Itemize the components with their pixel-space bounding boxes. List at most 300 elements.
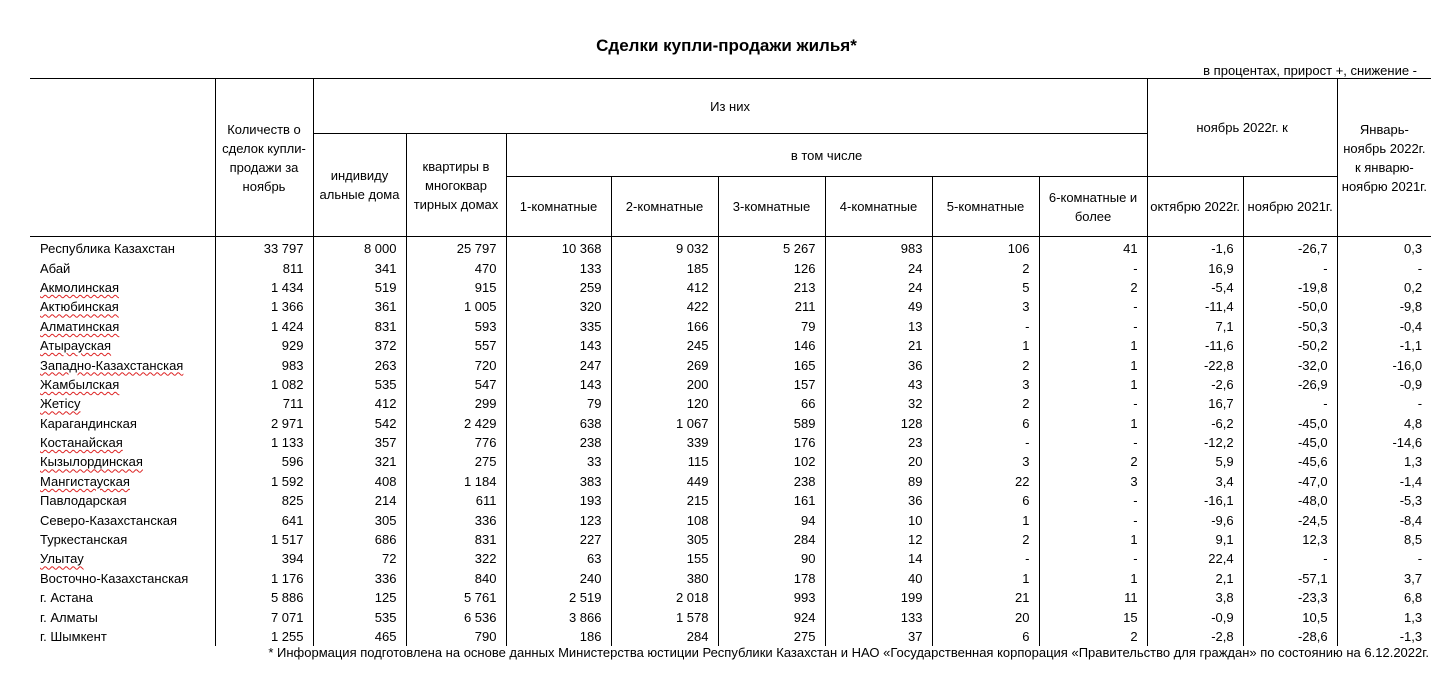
jan-nov-cell: 6,8 (1404, 590, 1423, 606)
deals-count-cell: 1 592 (215, 472, 313, 491)
region-name: Жетісу (40, 396, 81, 412)
region-name-cell (30, 297, 215, 316)
deals-count-cell: 811 (215, 258, 313, 277)
six-room-cell: - (1039, 317, 1147, 336)
two-room-cell: 422 (611, 297, 718, 316)
vs-oct-2022-cell: -11,6 (1147, 336, 1243, 355)
vs-nov-2021-cell: -50,2 (1243, 336, 1337, 355)
table-row (30, 530, 1431, 549)
vs-nov-2021-cell: -26,7 (1243, 237, 1337, 259)
individual-houses-cell: 357 (313, 433, 406, 452)
individual-houses-cell: 372 (313, 336, 406, 355)
three-room-cell: 5 267 (718, 237, 825, 259)
table-row (30, 549, 1431, 568)
apartments-cell: 322 (406, 549, 506, 568)
five-room-cell: - (932, 549, 1039, 568)
five-room-cell: 3 (932, 375, 1039, 394)
one-room-cell: 240 (506, 569, 611, 588)
jan-nov-cell: 0,2 (1404, 279, 1423, 295)
region-name: Восточно-Казахстанская (40, 570, 189, 586)
deals-count-cell: 1 082 (215, 375, 313, 394)
five-room-cell: - (932, 317, 1039, 336)
region-name: Туркестанская (40, 532, 128, 548)
jan-nov-cell: -14,6 (1392, 435, 1423, 451)
five-room-cell: 5 (932, 278, 1039, 297)
jan-nov-cell: 1,3 (1404, 609, 1423, 625)
individual-houses-cell: 305 (313, 510, 406, 529)
five-room-cell: 2 (932, 258, 1039, 277)
six-room-cell: 2 (1039, 452, 1147, 471)
five-room-cell: 106 (932, 237, 1039, 259)
six-room-cell: 11 (1039, 588, 1147, 607)
region-name-cell (30, 237, 215, 259)
individual-houses-cell: 8 000 (313, 237, 406, 259)
vs-nov-2021-cell: -45,0 (1243, 414, 1337, 433)
individual-houses-cell: 831 (313, 317, 406, 336)
five-room-cell: 22 (932, 472, 1039, 491)
region-name: Кызылординская (40, 454, 143, 470)
header-2-room: 2-комнатные (611, 177, 718, 237)
vs-nov-2021-cell: -48,0 (1243, 491, 1337, 510)
four-room-cell: 13 (825, 317, 932, 336)
deals-count-cell: 1 176 (215, 569, 313, 588)
deals-count-cell: 1 517 (215, 530, 313, 549)
region-name: Актюбинская (40, 299, 119, 315)
apartments-cell: 547 (406, 375, 506, 394)
vs-oct-2022-cell: -1,6 (1147, 237, 1243, 259)
five-room-cell: - (932, 433, 1039, 452)
three-room-cell: 589 (718, 414, 825, 433)
region-name: Костанайская (40, 435, 123, 451)
header-nov-2022-to: ноябрь 2022г. к (1147, 79, 1337, 177)
vs-oct-2022-cell: 2,1 (1147, 569, 1243, 588)
vs-nov-2021-cell: - (1243, 394, 1337, 413)
vs-oct-2022-cell: 16,9 (1147, 258, 1243, 277)
three-room-cell: 66 (718, 394, 825, 413)
jan-nov-cell: -0,4 (1399, 318, 1423, 334)
six-room-cell: - (1039, 549, 1147, 568)
six-room-cell: 1 (1039, 375, 1147, 394)
five-room-cell: 1 (932, 510, 1039, 529)
region-name-cell (30, 588, 215, 607)
region-name: Улытау (40, 551, 84, 567)
apartments-cell: 915 (406, 278, 506, 297)
vs-oct-2022-cell: -2,8 (1147, 627, 1243, 646)
six-room-cell: 1 (1039, 569, 1147, 588)
table-row (30, 297, 1431, 316)
region-name-cell (30, 258, 215, 277)
deals-count-cell: 929 (215, 336, 313, 355)
table-row (30, 237, 1431, 259)
two-room-cell: 215 (611, 491, 718, 510)
five-room-cell: 2 (932, 394, 1039, 413)
four-room-cell: 23 (825, 433, 932, 452)
three-room-cell: 211 (718, 297, 825, 316)
jan-nov-cell: -1,4 (1399, 473, 1423, 489)
five-room-cell: 6 (932, 491, 1039, 510)
jan-nov-cell: - (1417, 396, 1423, 412)
three-room-cell: 94 (718, 510, 825, 529)
three-room-cell: 102 (718, 452, 825, 471)
table-row (30, 258, 1431, 277)
vs-nov-2021-cell: 12,3 (1243, 530, 1337, 549)
deals-count-cell: 825 (215, 491, 313, 510)
two-room-cell: 412 (611, 278, 718, 297)
region-name-cell (30, 278, 215, 297)
apartments-cell: 275 (406, 452, 506, 471)
vs-nov-2021-cell: -24,5 (1243, 510, 1337, 529)
vs-nov-2021-cell: -19,8 (1243, 278, 1337, 297)
individual-houses-cell: 361 (313, 297, 406, 316)
deals-count-cell: 33 797 (215, 237, 313, 259)
apartments-cell: 1 005 (406, 297, 506, 316)
six-room-cell: - (1039, 433, 1147, 452)
individual-houses-cell: 542 (313, 414, 406, 433)
one-room-cell: 238 (506, 433, 611, 452)
two-room-cell: 449 (611, 472, 718, 491)
individual-houses-cell: 341 (313, 258, 406, 277)
five-room-cell: 3 (932, 452, 1039, 471)
deals-count-cell: 1 424 (215, 317, 313, 336)
region-name-cell (30, 414, 215, 433)
table-row (30, 627, 1431, 646)
two-room-cell: 339 (611, 433, 718, 452)
one-room-cell: 320 (506, 297, 611, 316)
two-room-cell: 115 (611, 452, 718, 471)
one-room-cell: 227 (506, 530, 611, 549)
three-room-cell: 79 (718, 317, 825, 336)
region-name-cell (30, 530, 215, 549)
region-name: Северо-Казахстанская (40, 512, 178, 528)
deals-count-cell: 1 366 (215, 297, 313, 316)
one-room-cell: 383 (506, 472, 611, 491)
header-1-room: 1-комнатные (506, 177, 611, 237)
individual-houses-cell: 214 (313, 491, 406, 510)
five-room-cell: 6 (932, 627, 1039, 646)
six-room-cell: 15 (1039, 607, 1147, 626)
jan-nov-cell: 3,7 (1404, 570, 1423, 586)
six-room-cell: - (1039, 258, 1147, 277)
five-room-cell: 1 (932, 569, 1039, 588)
region-name-cell (30, 336, 215, 355)
six-room-cell: 41 (1039, 237, 1147, 259)
six-room-cell: - (1039, 394, 1147, 413)
apartments-cell: 557 (406, 336, 506, 355)
region-name: Атырауская (40, 338, 112, 354)
header-including: в том числе (506, 134, 1147, 177)
one-room-cell: 3 866 (506, 607, 611, 626)
vs-nov-2021-cell: - (1243, 258, 1337, 277)
deals-count-cell: 7 071 (215, 607, 313, 626)
one-room-cell: 133 (506, 258, 611, 277)
four-room-cell: 983 (825, 237, 932, 259)
three-room-cell: 284 (718, 530, 825, 549)
four-room-cell: 133 (825, 607, 932, 626)
page-title: Сделки купли-продажи жилья* (596, 36, 857, 55)
jan-nov-cell: 0,3 (1404, 241, 1423, 257)
table-row (30, 510, 1431, 529)
two-room-cell: 2 018 (611, 588, 718, 607)
region-name: Алматинская (40, 318, 120, 334)
three-room-cell: 146 (718, 336, 825, 355)
five-room-cell: 6 (932, 414, 1039, 433)
apartments-cell: 336 (406, 510, 506, 529)
two-room-cell: 1 578 (611, 607, 718, 626)
header-6-room: 6-комнатные и более (1039, 177, 1147, 237)
region-name-cell (30, 569, 215, 588)
two-room-cell: 1 067 (611, 414, 718, 433)
vs-oct-2022-cell: -11,4 (1147, 297, 1243, 316)
region-name: г. Шымкент (40, 629, 107, 644)
apartments-cell: 776 (406, 433, 506, 452)
six-room-cell: 1 (1039, 336, 1147, 355)
vs-nov-2021-cell: -57,1 (1243, 569, 1337, 588)
deals-count-cell: 394 (215, 549, 313, 568)
two-room-cell: 200 (611, 375, 718, 394)
individual-houses-cell: 408 (313, 472, 406, 491)
apartments-cell: 790 (406, 627, 506, 646)
jan-nov-cell: -5,3 (1399, 493, 1423, 509)
vs-nov-2021-cell: -45,0 (1243, 433, 1337, 452)
apartments-cell: 611 (406, 491, 506, 510)
apartments-cell: 2 429 (406, 414, 506, 433)
vs-oct-2022-cell: -5,4 (1147, 278, 1243, 297)
region-name-cell (30, 452, 215, 471)
region-name-cell (30, 355, 215, 374)
table-row (30, 569, 1431, 588)
header-count: Количеств о сделок купли-продажи за ноябрь (215, 79, 313, 237)
one-room-cell: 2 519 (506, 588, 611, 607)
table-row (30, 607, 1431, 626)
two-room-cell: 305 (611, 530, 718, 549)
deals-count-cell: 1 434 (215, 278, 313, 297)
one-room-cell: 143 (506, 375, 611, 394)
apartments-cell: 1 184 (406, 472, 506, 491)
region-name: Абай (40, 260, 71, 276)
region-name: Республика Казахстан (40, 241, 175, 257)
region-name: г. Астана (40, 590, 93, 606)
region-name-cell (30, 510, 215, 529)
unit-note: в процентах, прирост +, снижение - (1203, 63, 1417, 78)
vs-oct-2022-cell: 9,1 (1147, 530, 1243, 549)
apartments-cell: 470 (406, 258, 506, 277)
five-room-cell: 20 (932, 607, 1039, 626)
apartments-cell: 5 761 (406, 588, 506, 607)
footnote: * Информация подготовлена на основе данных Министерства юстиции Республики Казахстан и НАО «Государственная корпорация «Правительство для граждан» по состоянию на 6.12.2022г. (268, 645, 1429, 660)
deals-count-cell: 5 886 (215, 588, 313, 607)
six-room-cell: 2 (1039, 278, 1147, 297)
region-name: Западно-Казахстанская (40, 357, 184, 373)
one-room-cell: 638 (506, 414, 611, 433)
four-room-cell: 199 (825, 588, 932, 607)
three-room-cell: 161 (718, 491, 825, 510)
vs-nov-2021-cell: -23,3 (1243, 588, 1337, 607)
housing-deals-table (30, 78, 1431, 646)
individual-houses-cell: 535 (313, 375, 406, 394)
vs-nov-2021-cell: -32,0 (1243, 355, 1337, 374)
vs-oct-2022-cell: -0,9 (1147, 607, 1243, 626)
table-row (30, 414, 1431, 433)
deals-count-cell: 2 971 (215, 414, 313, 433)
individual-houses-cell: 412 (313, 394, 406, 413)
jan-nov-cell: -9,8 (1399, 299, 1423, 315)
header-oct-2022: октябрю 2022г. (1147, 177, 1243, 237)
two-room-cell: 120 (611, 394, 718, 413)
three-room-cell: 126 (718, 258, 825, 277)
individual-houses-cell: 535 (313, 607, 406, 626)
four-room-cell: 20 (825, 452, 932, 471)
two-room-cell: 245 (611, 336, 718, 355)
four-room-cell: 21 (825, 336, 932, 355)
table-header (30, 79, 1431, 237)
vs-oct-2022-cell: -12,2 (1147, 433, 1243, 452)
five-room-cell: 3 (932, 297, 1039, 316)
three-room-cell: 238 (718, 472, 825, 491)
region-name-cell (30, 607, 215, 626)
table-row (30, 452, 1431, 471)
vs-oct-2022-cell: 7,1 (1147, 317, 1243, 336)
header-5-room: 5-комнатные (932, 177, 1039, 237)
table-row (30, 317, 1431, 336)
one-room-cell: 33 (506, 452, 611, 471)
region-name-cell (30, 433, 215, 452)
header-4-room: 4-комнатные (825, 177, 932, 237)
six-room-cell: - (1039, 491, 1147, 510)
one-room-cell: 193 (506, 491, 611, 510)
region-name-cell (30, 627, 215, 646)
region-name-cell (30, 472, 215, 491)
vs-nov-2021-cell: - (1243, 549, 1337, 568)
table-row (30, 491, 1431, 510)
three-room-cell: 178 (718, 569, 825, 588)
deals-count-cell: 711 (215, 394, 313, 413)
apartments-cell: 593 (406, 317, 506, 336)
two-room-cell: 155 (611, 549, 718, 568)
two-room-cell: 9 032 (611, 237, 718, 259)
deals-count-cell: 1 255 (215, 627, 313, 646)
three-room-cell: 176 (718, 433, 825, 452)
vs-oct-2022-cell: 3,4 (1147, 472, 1243, 491)
four-room-cell: 24 (825, 258, 932, 277)
apartments-cell: 720 (406, 355, 506, 374)
one-room-cell: 10 368 (506, 237, 611, 259)
four-room-cell: 43 (825, 375, 932, 394)
four-room-cell: 36 (825, 355, 932, 374)
region-name-cell (30, 491, 215, 510)
jan-nov-cell: -16,0 (1392, 357, 1423, 373)
region-name-cell (30, 375, 215, 394)
header-of-them: Из них (313, 79, 1147, 134)
vs-oct-2022-cell: 5,9 (1147, 452, 1243, 471)
three-room-cell: 275 (718, 627, 825, 646)
table-row (30, 433, 1431, 452)
header-nov-2021: ноябрю 2021г. (1243, 177, 1337, 237)
deals-count-cell: 596 (215, 452, 313, 471)
four-room-cell: 14 (825, 549, 932, 568)
individual-houses-cell: 336 (313, 569, 406, 588)
five-room-cell: 2 (932, 355, 1039, 374)
vs-oct-2022-cell: 22,4 (1147, 549, 1243, 568)
vs-oct-2022-cell: -9,6 (1147, 510, 1243, 529)
four-room-cell: 10 (825, 510, 932, 529)
table-row (30, 375, 1431, 394)
vs-nov-2021-cell: -50,3 (1243, 317, 1337, 336)
four-room-cell: 37 (825, 627, 932, 646)
one-room-cell: 143 (506, 336, 611, 355)
two-room-cell: 380 (611, 569, 718, 588)
four-room-cell: 89 (825, 472, 932, 491)
header-jan-nov: Январь-ноябрь 2022г. к январю-ноябрю 2021г. (1337, 79, 1431, 237)
deals-count-cell: 983 (215, 355, 313, 374)
table-row (30, 278, 1431, 297)
table-row (30, 336, 1431, 355)
vs-oct-2022-cell: -16,1 (1147, 491, 1243, 510)
vs-nov-2021-cell: -26,9 (1243, 375, 1337, 394)
jan-nov-cell: 1,3 (1404, 454, 1423, 470)
four-room-cell: 12 (825, 530, 932, 549)
three-room-cell: 165 (718, 355, 825, 374)
individual-houses-cell: 263 (313, 355, 406, 374)
vs-nov-2021-cell: -45,6 (1243, 452, 1337, 471)
vs-oct-2022-cell: -6,2 (1147, 414, 1243, 433)
six-room-cell: 3 (1039, 472, 1147, 491)
apartments-cell: 299 (406, 394, 506, 413)
region-name: г. Алматы (40, 609, 98, 625)
two-room-cell: 269 (611, 355, 718, 374)
vs-oct-2022-cell: 16,7 (1147, 394, 1243, 413)
jan-nov-cell: - (1417, 551, 1423, 567)
jan-nov-cell: 8,5 (1404, 532, 1423, 548)
one-room-cell: 63 (506, 549, 611, 568)
individual-houses-cell: 686 (313, 530, 406, 549)
six-room-cell: 1 (1039, 355, 1147, 374)
vs-oct-2022-cell: 3,8 (1147, 588, 1243, 607)
table-row (30, 355, 1431, 374)
one-room-cell: 259 (506, 278, 611, 297)
vs-oct-2022-cell: -22,8 (1147, 355, 1243, 374)
five-room-cell: 21 (932, 588, 1039, 607)
six-room-cell: - (1039, 510, 1147, 529)
apartments-cell: 6 536 (406, 607, 506, 626)
two-room-cell: 166 (611, 317, 718, 336)
region-name-cell (30, 549, 215, 568)
individual-houses-cell: 321 (313, 452, 406, 471)
two-room-cell: 185 (611, 258, 718, 277)
six-room-cell: 2 (1039, 627, 1147, 646)
deals-count-cell: 641 (215, 510, 313, 529)
region-name: Павлодарская (40, 493, 127, 509)
individual-houses-cell: 72 (313, 549, 406, 568)
header-3-room: 3-комнатные (718, 177, 825, 237)
region-name-cell (30, 394, 215, 413)
apartments-cell: 831 (406, 530, 506, 549)
six-room-cell: 1 (1039, 530, 1147, 549)
three-room-cell: 157 (718, 375, 825, 394)
one-room-cell: 247 (506, 355, 611, 374)
table-row (30, 588, 1431, 607)
deals-count-cell: 1 133 (215, 433, 313, 452)
vs-nov-2021-cell: -47,0 (1243, 472, 1337, 491)
four-room-cell: 49 (825, 297, 932, 316)
jan-nov-cell: -8,4 (1399, 512, 1423, 528)
region-name-cell (30, 317, 215, 336)
three-room-cell: 90 (718, 549, 825, 568)
header-region (30, 79, 215, 237)
header-individual: индивиду альные дома (313, 134, 406, 237)
header-apartments: квартиры в многоквар тирных домах (406, 134, 506, 237)
three-room-cell: 213 (718, 278, 825, 297)
table-row (30, 394, 1431, 413)
